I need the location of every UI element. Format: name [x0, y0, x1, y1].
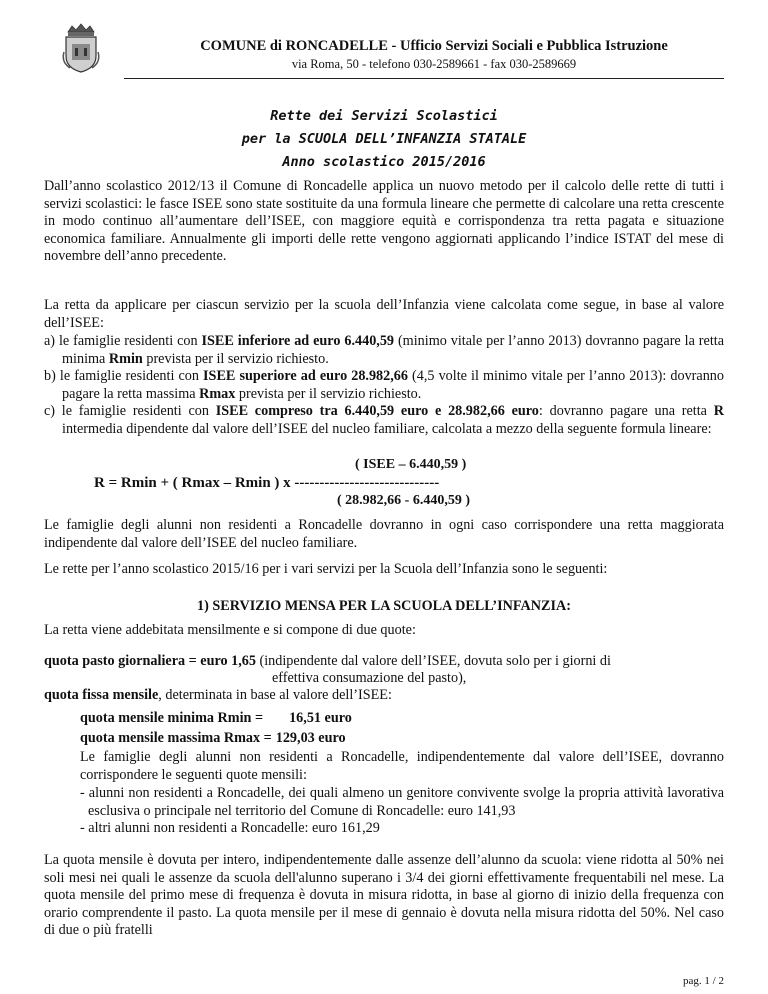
monthly-note-paragraph: La quota mensile è dovuta per intero, indipendentemente dalle assenze dell’alunno da scuola: viene ridotta al 50% nei soli mesi nei quali le assenze da scuola dell'alunno superano i 3/4 dei giorni effettivamente frequentabili nel mese. La quota mensile del primo mese di frequenza è dovuta in misura ridotta, in base al giorno di inizio della frequenza con orario comprendente il pasto. La quota mensile per il mese di gennaio è dovuta nella misura ridotta del 50%. Nel caso di due o più fratelli	[44, 852, 724, 939]
meal-quota-line2: effettiva consumazione del pasto),	[272, 670, 467, 686]
section-heading-mensa: 1) SERVIZIO MENSA PER LA SCUOLA DELL’INFANZIA:	[197, 598, 571, 614]
fixed-quota-line: quota fissa mensile, determinata in base al valore dell’ISEE:	[44, 687, 392, 703]
formula-denominator: ( 28.982,66 - 6.440,59 )	[337, 493, 470, 508]
section1-intro: La retta viene addebitata mensilmente e si compone di due quote:	[44, 622, 416, 638]
document-title-line2: per la SCUOLA DELL’INFANZIA STATALE	[241, 131, 527, 147]
document-title-line3: Anno scolastico 2015/2016	[282, 154, 486, 170]
rates-intro-paragraph: Le rette per l’anno scolastico 2015/16 per i vari servizi per la Scuola dell’Infanzia sono le seguenti:	[44, 561, 608, 577]
list-item-b: b) le famiglie residenti con ISEE superiore ad euro 28.982,66 (4,5 volte il minimo vitale per l’anno 2013): dovranno pagare la retta massima Rmax prevista per il servizio richiesto.	[44, 368, 724, 402]
document-title-line1: Rette dei Servizi Scolastici	[270, 108, 498, 124]
page-number: pag. 1 / 2	[683, 975, 724, 987]
min-quota-row: quota mensile minima Rmin = 16,51 euro	[80, 710, 352, 726]
formula-numerator: ( ISEE – 6.440,59 )	[355, 457, 467, 472]
header-title: COMUNE di RONCADELLE - Ufficio Servizi Sociali e Pubblica Istruzione	[200, 38, 668, 54]
calc-intro-paragraph: La retta da applicare per ciascun servizio per la scuola dell’Infanzia viene calcolata come segue, in base al valore dell’ISEE:	[44, 297, 724, 331]
formula-main: R = Rmin + ( Rmax – Rmin ) x -----------------------------	[94, 475, 440, 491]
nonresident-paragraph: Le famiglie degli alunni non residenti a Roncadelle dovranno in ogni caso corrispondere una retta maggiorata indipendente dal valore dell’ISEE del nucleo familiare.	[44, 517, 724, 551]
meal-quota-line: quota pasto giornaliera = euro 1,65 (indipendente dal valore dell’ISEE, dovuta solo per i giorni di	[44, 653, 611, 669]
header-address: via Roma, 50 - telefono 030-2589661 - fax 030-2589669	[291, 57, 577, 71]
municipal-crest-icon	[62, 22, 100, 74]
nonres-quota-item-2: - altri alunni non residenti a Roncadelle: euro 161,29	[80, 820, 380, 836]
header-divider	[124, 78, 724, 79]
max-quota-row: quota mensile massima Rmax = 129,03 euro	[80, 730, 346, 746]
list-item-a: a) le famiglie residenti con ISEE inferiore ad euro 6.440,59 (minimo vitale per l’anno 2013) dovranno pagare la retta minima Rmin prevista per il servizio richiesto.	[44, 333, 725, 367]
nonres-quota-paragraph: Le famiglie degli alunni non residenti a Roncadelle, indipendentemente dal valore dell’ISEE, dovranno corrispondere le seguenti quote mensili:	[80, 749, 724, 783]
intro-paragraph: Dall’anno scolastico 2012/13 il Comune di Roncadelle applica un nuovo metodo per il calcolo delle rette di tutti i servizi scolastici: le fasce ISEE sono state sostituite da una formula lineare che permette di calcolare una retta crescente in modo continuo all’aumentare dell’ISEE, con maggiore equità e corrispondenza tra retta pagata e situazione economica familiare. Annualmente gli importi delle rette vengono aggiornati applicando l’indice ISTAT del mese di novembre dell’anno precedente.	[44, 178, 724, 265]
nonres-quota-item-1: - alunni non residenti a Roncadelle, dei quali almeno un genitore convivente svolge la propria attività lavorativa esclusiva o principale nel territorio del Comune di Roncadelle: euro 141,93	[80, 785, 724, 819]
list-item-c: c) le famiglie residenti con ISEE compreso tra 6.440,59 euro e 28.982,66 euro: dovranno pagare una retta R intermedia dipendente dal valore dell’ISEE del nucleo familiare, calcolata a mezzo della seguente formula lineare:	[44, 403, 724, 437]
